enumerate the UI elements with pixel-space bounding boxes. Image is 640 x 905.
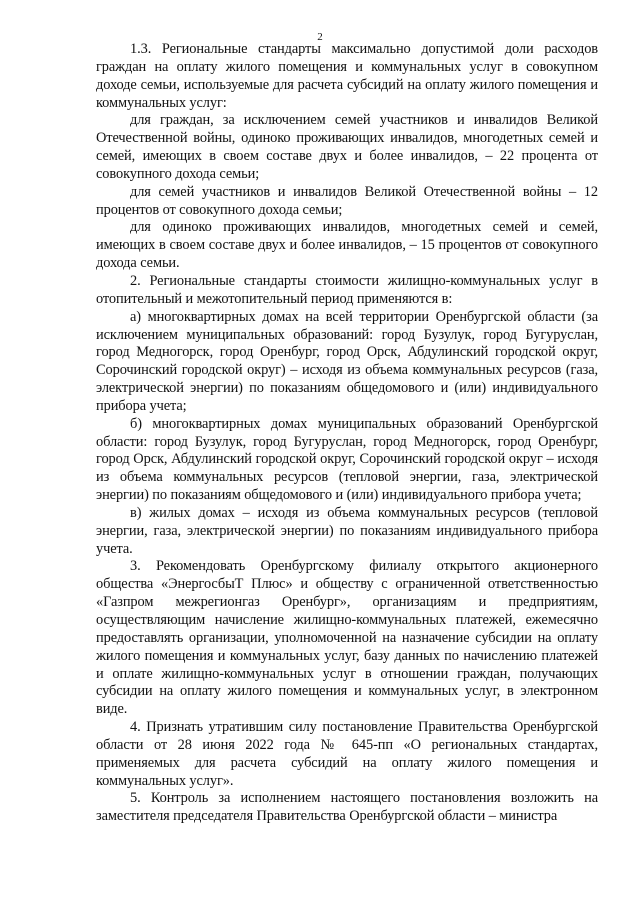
paragraph-4: 4. Признать утратившим силу постановление Правительства Оренбургской области от 28 июня 2022 года № 645-пп «О региональных стандартах, применяемых для расчета субсидий на оплату жилого помещения и коммунальных услуг». (96, 719, 598, 789)
paragraph-veterans-12-percent: для семей участников и инвалидов Великой Отечественной войны – 12 процентов от совокупного дохода семьи; (96, 183, 598, 218)
paragraph-citizens-22-percent: для граждан, за исключением семей участников и инвалидов Великой Отечественной войны, одиноко проживающих инвалидов, многодетных семей и семей, имеющих в своем составе двух и более инвалидов, – 22 процента от совокупного дохода семьи; (96, 112, 598, 182)
paragraph-5: 5. Контроль за исполнением настоящего постановления возложить на заместителя председателя Правительства Оренбургской области – министра (96, 790, 598, 825)
page-number: 2 (317, 31, 323, 43)
paragraph-2-b: б) многоквартирных домах муниципальных образований Оренбургской области: город Бузулук, город Бугуруслан, город Медногорск, город Оренбург, город Орск, Абдулинский городской округ, Сорочинский городской округ – исходя из объема коммунальных ресурсов (тепловой энергии, газа, электрической энергии) по показаниям общедомового и (или) индивидуального прибора учета; (96, 415, 598, 504)
paragraph-disabled-15-percent: для одиноко проживающих инвалидов, многодетных семей и семей, имеющих в своем составе двух и более инвалидов, – 15 процентов от совокупного дохода семьи. (96, 219, 598, 272)
paragraph-1-3: 1.3. Региональные стандарты максимально допустимой доли расходов граждан на оплату жилого помещения и коммунальных услуг в совокупном доходе семьи, используемые для расчета субсидий на оплату жилого помещения и коммунальных услуг: (96, 41, 598, 111)
paragraph-3: 3. Рекомендовать Оренбургскому филиалу открытого акционерного общества «ЭнергосбыТ Плюс» и обществу с ограниченной ответственностью «Газпром межрегионгаз Оренбург», организациям и предприятиям, осуществляющим начисление жилищно-коммунальных платежей, ежемесячно предоставлять организации, уполномоченной на назначение субсидии на оплату жилого помещения и коммунальных услуг, базу данных по начислению платежей и оплате жилищно-коммунальных услуг в отношении граждан, получающих субсидии на оплату жилого помещения и коммунальных услуг, в электронном виде. (96, 558, 598, 718)
document-body (96, 41, 598, 826)
paragraph-2: 2. Региональные стандарты стоимости жилищно-коммунальных услуг в отопительный и межотопительный период применяются в: (96, 272, 598, 307)
paragraph-2-a: а) многоквартирных домах на всей территории Оренбургской области (за исключением муниципальных образований: город Бузулук, город Бугуруслан, город Медногорск, город Оренбург, город Орск, Абдулинский городской округ, Сорочинский городской округ) – исходя из объема коммунальных ресурсов (газа, электрической энергии) по показаниям общедомового и (или) индивидуального прибора учета; (96, 308, 598, 414)
paragraph-2-v: в) жилых домах – исходя из объема коммунальных ресурсов (тепловой энергии, газа, электрической энергии) по показаниям индивидуального прибора учета. (96, 504, 598, 557)
